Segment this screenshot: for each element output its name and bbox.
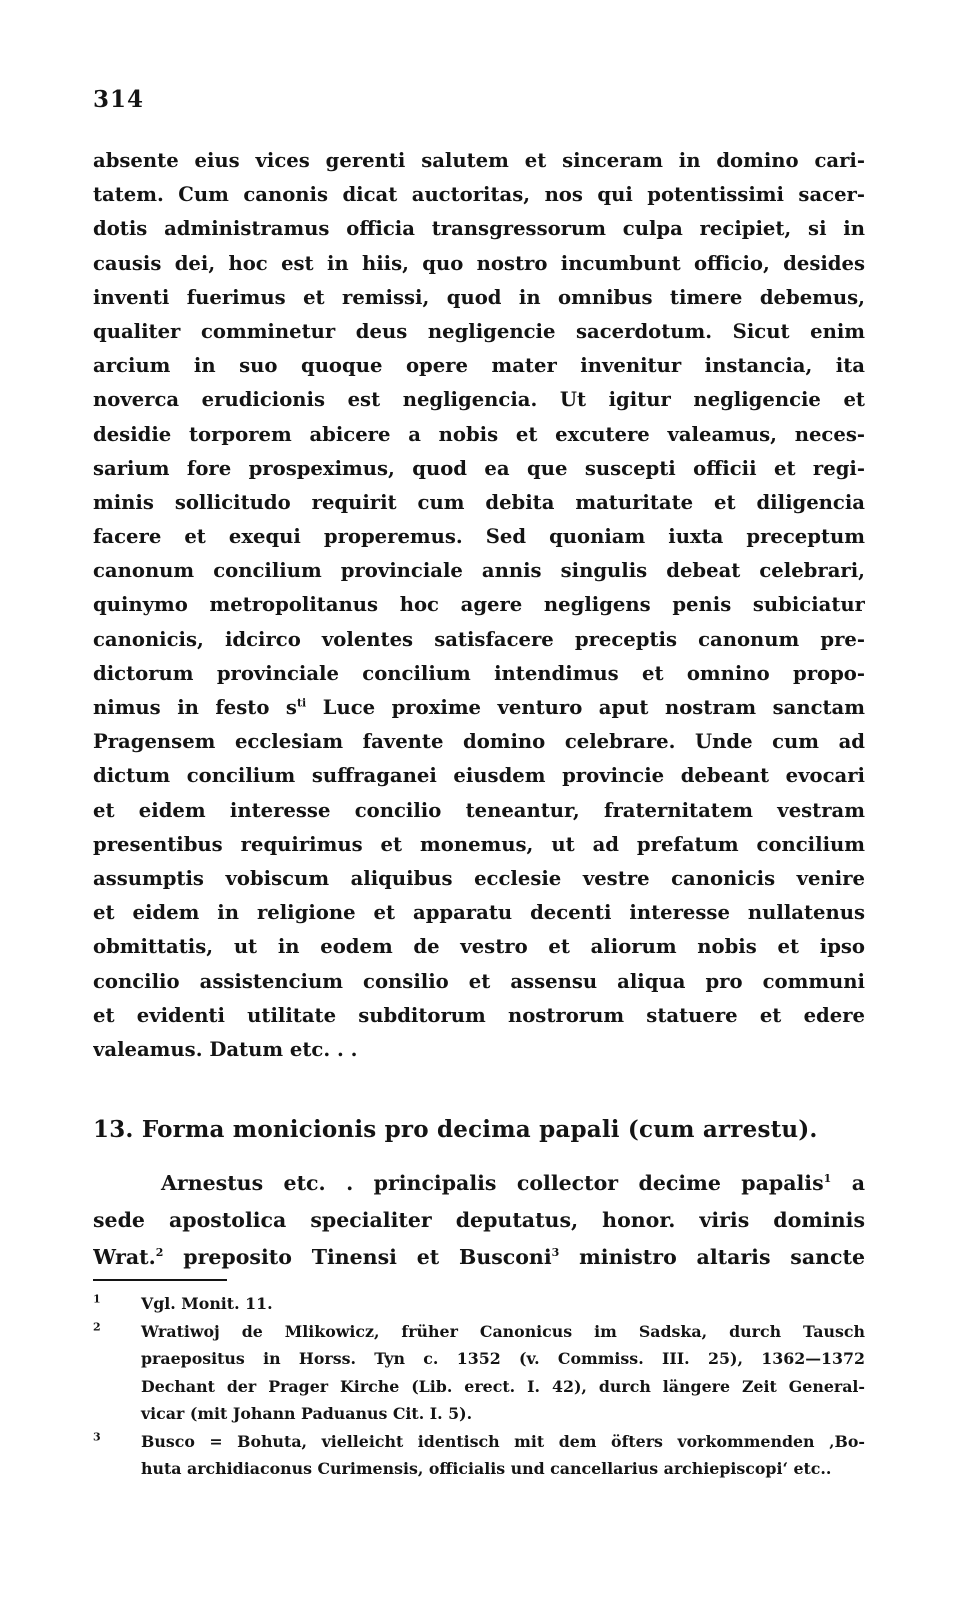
- footnote-line: praepositus in Horss. Tyn c. 1352 (v. Commiss. III. 25), 1362—1372: [141, 1349, 865, 1368]
- footnote-text: Vgl. Monit. 11.: [141, 1294, 273, 1313]
- text-line: et evidenti utilitate subditorum nostrorum statuere et edere: [93, 1003, 865, 1027]
- section-heading: 13. Forma monicionis pro decima papali (cum arrestu).: [93, 1116, 818, 1143]
- text-line: noverca erudicionis est negligencia. Ut igitur negligencie et: [93, 388, 865, 412]
- body-text: [93, 144, 865, 1067]
- text-line: qualiter comminetur deus negligencie sacerdotum. Sicut enim: [93, 319, 865, 343]
- text-segment: Luce proxime venturo aput nostram sanctam: [306, 696, 865, 719]
- section-text: [93, 1165, 865, 1276]
- footnote-text: Busco = Bohuta, vielleicht identisch mit dem öfters vorkommenden ‚Bo-: [141, 1431, 865, 1451]
- footnote-line: [93, 1428, 865, 1456]
- text-line: dictum concilium suffraganei eiusdem provincie debeant evocari: [93, 764, 865, 788]
- text-line: [93, 691, 865, 725]
- text-line: absente eius vices gerenti salutem et sinceram in domino cari-: [93, 149, 865, 172]
- text-line: sarium fore prospeximus, quod ea que suscepti officii et regi-: [93, 456, 865, 480]
- text-line: et eidem in religione et apparatu decenti interesse nullatenus: [93, 901, 865, 925]
- footnote-ref: 2: [155, 1246, 164, 1260]
- text-line: arcium in suo quoque opere mater invenitur instancia, ita: [93, 354, 865, 378]
- footnote-line: [93, 1290, 865, 1318]
- superscript: ti: [296, 696, 307, 710]
- text-line: valeamus. Datum etc. . .: [93, 1037, 358, 1061]
- text-segment: preposito Tinensi et Busconi: [163, 1245, 552, 1269]
- text-line: dictorum provinciale concilium intendimus et omnino propo-: [93, 661, 865, 685]
- text-line: [93, 1165, 865, 1202]
- footnote-ref: 1: [823, 1172, 832, 1186]
- footnote-number: 2: [93, 1320, 101, 1334]
- text-line: quinymo metropolitanus hoc agere negligens penis subiciatur: [93, 593, 865, 617]
- footnote-number: 3: [93, 1430, 101, 1444]
- footnote-line: huta archidiaconus Curimensis, officialis und cancellarius archiepiscopi‘ etc..: [141, 1459, 832, 1478]
- text-line: inventi fuerimus et remissi, quod in omnibus timere debemus,: [93, 285, 865, 309]
- text-line: [93, 1239, 865, 1276]
- text-segment: ministro altaris sancte: [559, 1245, 865, 1269]
- footnote-divider: [93, 1279, 227, 1281]
- footnote-line: [93, 1318, 865, 1346]
- footnote-number: 1: [93, 1292, 101, 1306]
- text-line: concilio assistencium consilio et assensu aliqua pro communi: [93, 969, 865, 993]
- footnote-ref: 3: [551, 1246, 560, 1260]
- text-line: et eidem interesse concilio teneantur, fraternitatem vestram: [93, 798, 865, 822]
- page-number: 314: [93, 86, 145, 113]
- footnote-marker: [93, 1428, 141, 1456]
- footnote-line: Dechant der Prager Kirche (Lib. erect. I. 42), durch längere Zeit General-: [141, 1376, 865, 1396]
- text-segment: Arnestus etc. . principalis collector decime papalis: [161, 1171, 824, 1195]
- text-line: desidie torporem abicere a nobis et excutere valeamus, neces-: [93, 422, 865, 446]
- text-line: causis dei, hoc est in hiis, quo nostro incumbunt officio, desides: [93, 251, 865, 275]
- text-line: obmittatis, ut in eodem de vestro et aliorum nobis et ipso: [93, 935, 865, 959]
- text-line: assumptis vobiscum aliquibus ecclesie vestre canonicis venire: [93, 866, 865, 890]
- text-line: tatem. Cum canonis dicat auctoritas, nos qui potentissimi sacer-: [93, 183, 865, 207]
- text-line: sede apostolica specialiter deputatus, honor. viris dominis: [93, 1208, 865, 1232]
- text-segment: nimus in festo s: [93, 696, 297, 719]
- footnote-text: Wratiwoj de Mlikowicz, früher Canonicus im Sadska, durch Tausch: [141, 1321, 865, 1341]
- text-line: Pragensem ecclesiam favente domino celebrare. Unde cum ad: [93, 730, 865, 754]
- text-segment: Wrat.: [93, 1245, 156, 1269]
- text-line: presentibus requirimus et monemus, ut ad prefatum concilium: [93, 832, 865, 856]
- text-line: facere et exequi properemus. Sed quoniam iuxta preceptum: [93, 525, 865, 549]
- text-line: dotis administramus officia transgressorum culpa recipiet, si in: [93, 217, 865, 241]
- footnotes: [93, 1290, 865, 1483]
- text-segment: a: [831, 1171, 865, 1195]
- footnote-line: vicar (mit Johann Paduanus Cit. I. 5).: [141, 1404, 473, 1423]
- footnote-marker: [93, 1290, 141, 1318]
- footnote-marker: [93, 1318, 141, 1346]
- text-line: canonicis, idcirco volentes satisfacere preceptis canonum pre-: [93, 627, 865, 651]
- text-line: minis sollicitudo requirit cum debita maturitate et diligencia: [93, 490, 865, 514]
- text-line: canonum concilium provinciale annis singulis debeat celebrari,: [93, 559, 865, 583]
